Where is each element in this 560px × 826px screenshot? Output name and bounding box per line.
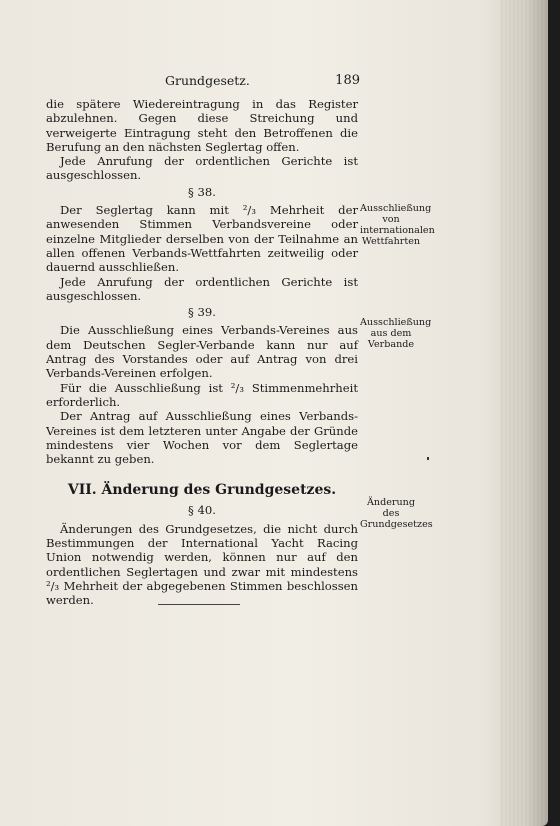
paragraph-section-38: Der Seglertag kann mit ²/₃ Mehrheit der anwesenden Stimmen Verbandsvereine oder einzelne Mitglieder derselben von der Teilnahme an allen offenen Verbands-Wettfahrten zeitweilig oder dauernd ausschließen. bbox=[46, 203, 358, 275]
paragraph-court-exclusion-1: Jede Anrufung der ordentlichen Gerichte ist ausgeschlossen. bbox=[46, 154, 358, 183]
margin-note-amendment: Änderung des Grundgesetzes bbox=[360, 497, 433, 530]
ink-speck bbox=[427, 457, 429, 460]
end-rule bbox=[158, 604, 240, 605]
page-fold-shadow bbox=[500, 0, 548, 826]
paragraph-continuation: die spätere Wiedereintragung in das Register abzulehnen. Gegen diese Streichung und verweigerte Eintragung steht den Betroffenen die Berufung an den nächsten Seglertag offen. bbox=[46, 97, 358, 154]
margin-note-verband: Ausschließung aus dem Verbande bbox=[360, 317, 432, 350]
margin-note-international: Ausschließung von internationalen Wettfahrten bbox=[360, 203, 435, 247]
chapter-heading: VII. Änderung des Grundgesetzes. bbox=[67, 482, 337, 499]
page-header bbox=[165, 73, 360, 91]
section-heading-40: § 40. bbox=[188, 503, 216, 518]
paragraph-section-39-a: Die Ausschließung eines Verbands-Vereines aus dem Deutschen Segler-Verbande kann nur auf Antrag des Vorstandes oder auf Antrag von drei Verbands-Vereinen erfolgen. bbox=[46, 323, 358, 381]
running-title: Grundgesetz. bbox=[165, 73, 250, 88]
page-number: 189 bbox=[335, 73, 360, 88]
paragraph-section-40: Änderungen des Grundgesetzes, die nicht durch Bestimmungen der International Yacht Racing Union notwendig werden, können nur auf den ordentlichen Seglertagen und zwar mit mindestens ²/₃ Mehrheit der abgegebenen Stimmen beschlossen werden. bbox=[46, 521, 358, 608]
section-heading-38: § 38. bbox=[188, 184, 216, 199]
paragraph-court-exclusion-2: Jede Anrufung der ordentlichen Gerichte ist ausgeschlossen. bbox=[46, 274, 358, 303]
main-text bbox=[46, 97, 358, 608]
paragraph-section-39-c: Der Antrag auf Ausschließung eines Verbands-Vereines ist dem letzteren unter Angabe der Gründe mindestens vier Wochen vor dem Seglertage bekannt zu geben. bbox=[46, 409, 358, 467]
section-heading-39: § 39. bbox=[188, 305, 216, 320]
paragraph-section-39-b: Für die Ausschließung ist ²/₃ Stimmenmehrheit erforderlich. bbox=[46, 380, 358, 409]
